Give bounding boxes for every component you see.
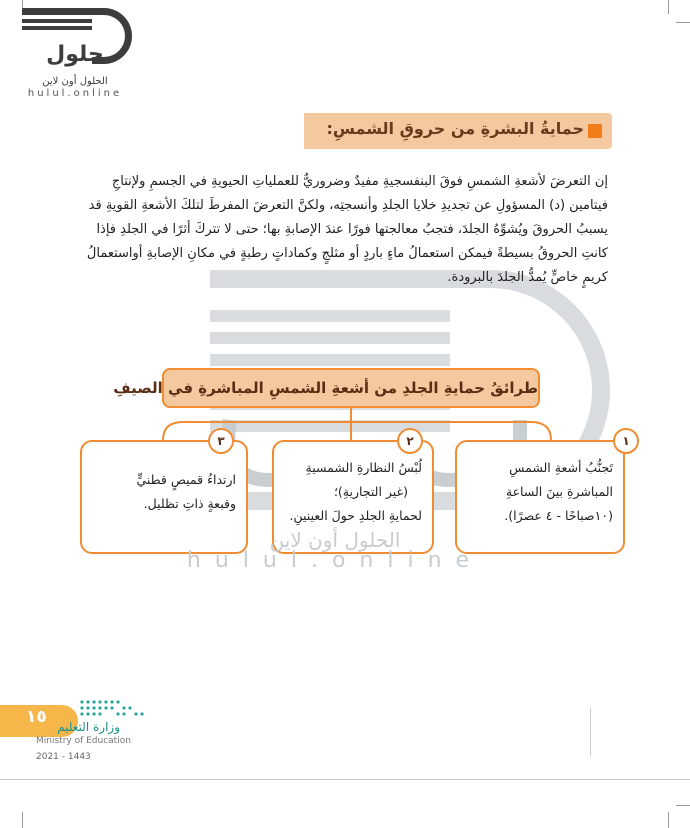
section-title: حمايةُ البشرةِ من حروقِ الشمسِ:	[326, 119, 584, 138]
method-line: المباشرةِ بينَ الساعةِ	[505, 484, 613, 499]
method-number-badge: ٣	[208, 428, 234, 454]
methods-title: طرائقُ حمايةِ الجلدِ من أشعةِ الشمسِ المباشرةِ في الصيفِ	[113, 379, 538, 397]
paragraph-line: كانتِ الحروقُ بسيطةً فيمكن استعمالُ ماءٍ باردٍ أو مثلجٍ وكماداتٍ رطبةٍ في مكانِ الإصابةِ أواستعمالُ	[86, 246, 608, 261]
method-number-badge: ٢	[397, 428, 423, 454]
ministry-logo-icon	[78, 698, 150, 720]
edition-year: 2021 - 1443	[36, 752, 91, 762]
paragraph-line: يسببُ الحروقَ ويُشوِّهُ الجلدَ، فتجبُ معالجتها فورًا عندَ الإصابةِ بها؛ حتى لا تتركَ أثرًا في الجلدِ فإذا	[96, 222, 608, 237]
method-line: تَجنُّبُ أشعةِ الشمسِ	[509, 460, 613, 475]
paragraph-line: فيتامين (د) المسؤولِ عن تجديدِ خلايا الجلدِ وأنسجتِه، ولكنَّ التعرضَ المفرطَ لتلكَ الأشعةِ القويةِ قد	[88, 198, 608, 213]
watermark-link: hulul.online	[186, 548, 484, 573]
method-line: (١٠صباحًا - ٤ عصرًا).	[504, 508, 613, 523]
method-line: ارتداءُ قميصٍ قطنيٍّ	[136, 472, 236, 487]
watermark-subtitle: الحلول أون لاين	[269, 528, 401, 552]
method-text	[136, 468, 236, 516]
method-line: لُبْسُ النظارةِ الشمسيةِ	[305, 460, 422, 475]
method-line: لحمايةِ الجلدِ حولَ العينينِ.	[289, 508, 422, 523]
method-text	[290, 456, 422, 528]
method-line: (غير التجاريةِ)؛	[333, 484, 408, 499]
paragraph-line: كريمٍ خاصٍّ يُمدُّ الجلدَ بالبرودة.	[447, 270, 608, 285]
method-number-badge: ١	[613, 428, 639, 454]
paragraph-line: إن التعرضَ لأشعةِ الشمسِ فوقَ البنفسجيةِ مفيدٌ وضروريٌّ للعملياتِ الحيويةِ في الجسمِ ولإنتاجِ	[111, 174, 608, 189]
method-line: وقبعةٍ ذاتِ تظليل.	[143, 496, 236, 511]
footer-divider	[590, 708, 591, 756]
page-number: ١٥	[26, 707, 47, 727]
logo-url: hulul.online	[27, 88, 123, 99]
ministry-name-arabic: وزارة التعليم	[57, 720, 120, 734]
ministry-name-english: Ministry of Education	[36, 736, 131, 746]
logo-wordmark: حلول	[46, 42, 104, 67]
bottom-rule	[0, 779, 690, 780]
methods-heading	[113, 368, 540, 408]
watermark-url	[175, 528, 495, 573]
method-text	[504, 456, 613, 528]
logo-subtitle: الحلول أون لاين	[42, 76, 108, 87]
